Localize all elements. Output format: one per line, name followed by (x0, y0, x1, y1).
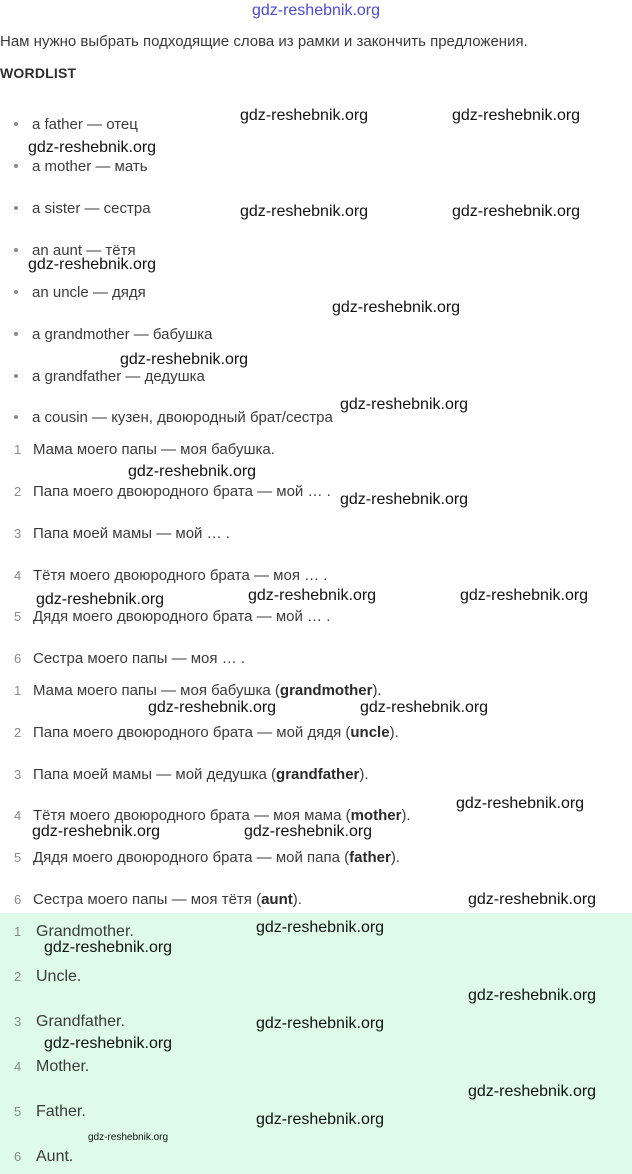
watermark: gdz-reshebnik.org (36, 591, 165, 608)
watermark: gdz-reshebnik.org (256, 1015, 385, 1032)
answer-item: 4 Mother. (14, 1058, 90, 1075)
watermark: gdz-reshebnik.org (28, 139, 157, 156)
watermark: gdz-reshebnik.org (340, 491, 469, 508)
bullet-icon (14, 415, 18, 419)
question-item: 4 Тётя моего двоюродного брата — моя … . (14, 567, 328, 584)
watermark: gdz-reshebnik.org (452, 107, 581, 124)
watermark: gdz-reshebnik.org (456, 795, 585, 812)
watermark: gdz-reshebnik.org (360, 699, 489, 716)
answer-item: 1 Grandmother. (14, 923, 134, 940)
wordlist-item: a sister — сестра (14, 200, 151, 217)
completed-item: 1 Мама моего папы — моя бабушка (grandmother). (14, 682, 382, 699)
completed-item: 2 Папа моего двоюродного брата — мой дядя (uncle). (14, 724, 399, 741)
watermark: gdz-reshebnik.org (332, 299, 461, 316)
wordlist-item: a grandfather — дедушка (14, 368, 205, 385)
bullet-icon (14, 374, 18, 378)
watermark: gdz-reshebnik.org (468, 891, 597, 908)
completed-item: 5 Дядя моего двоюродного брата — мой папа (father). (14, 849, 400, 866)
completed-item: 4 Тётя моего двоюродного брата — моя мама (mother). (14, 807, 411, 824)
intro-text: Нам нужно выбрать подходящие слова из рамки и закончить предложения. (0, 33, 528, 50)
wordlist-item: an aunt — тётя (14, 242, 136, 259)
site-watermark-top: gdz-reshebnik.org (251, 2, 381, 19)
question-item: 6 Сестра моего папы — моя … . (14, 650, 246, 667)
wordlist-item: a father — отец (14, 116, 138, 133)
watermark: gdz-reshebnik.org (468, 987, 597, 1004)
completed-item: 3 Папа моей мамы — мой дедушка (grandfather). (14, 766, 369, 783)
answer-item: 3 Grandfather. (14, 1013, 125, 1030)
wordlist-item: a grandmother — бабушка (14, 326, 213, 343)
bullet-icon (14, 122, 18, 126)
bullet-icon (14, 248, 18, 252)
wordlist-item: a mother — мать (14, 158, 148, 175)
watermark: gdz-reshebnik.org (44, 939, 173, 956)
watermark: gdz-reshebnik.org (256, 919, 385, 936)
watermark: gdz-reshebnik.org (148, 699, 277, 716)
answer-item: 6 Aunt. (14, 1148, 74, 1165)
bullet-icon (14, 332, 18, 336)
watermark: gdz-reshebnik.org (120, 351, 249, 368)
wordlist-item: a cousin — кузен, двоюродный брат/сестра (14, 409, 333, 426)
watermark: gdz-reshebnik.org (340, 396, 469, 413)
watermark: gdz-reshebnik.org (240, 203, 369, 220)
question-item: 2 Папа моего двоюродного брата — мой … . (14, 483, 331, 500)
watermark: gdz-reshebnik.org (88, 1132, 169, 1143)
question-item: 3 Папа моей мамы — мой … . (14, 525, 230, 542)
watermark: gdz-reshebnik.org (460, 587, 589, 604)
bullet-icon (14, 290, 18, 294)
watermark: gdz-reshebnik.org (240, 107, 369, 124)
question-item: 5 Дядя моего двоюродного брата — мой … . (14, 608, 331, 625)
completed-item: 6 Сестра моего папы — моя тётя (aunt). (14, 891, 302, 908)
watermark: gdz-reshebnik.org (32, 823, 161, 840)
answer-item: 2 Uncle. (14, 968, 82, 985)
watermark: gdz-reshebnik.org (244, 823, 373, 840)
bullet-icon (14, 164, 18, 168)
wordlist-title: WORDLIST (0, 65, 77, 81)
watermark: gdz-reshebnik.org (468, 1083, 597, 1100)
watermark: gdz-reshebnik.org (452, 203, 581, 220)
bullet-icon (14, 206, 18, 210)
watermark: gdz-reshebnik.org (256, 1111, 385, 1128)
wordlist-item: an uncle — дядя (14, 284, 146, 301)
watermark: gdz-reshebnik.org (248, 587, 377, 604)
watermark: gdz-reshebnik.org (28, 256, 157, 273)
answer-item: 5 Father. (14, 1103, 86, 1120)
watermark: gdz-reshebnik.org (128, 463, 257, 480)
watermark: gdz-reshebnik.org (44, 1035, 173, 1052)
question-item: 1 Мама моего папы — моя бабушка. (14, 441, 275, 458)
